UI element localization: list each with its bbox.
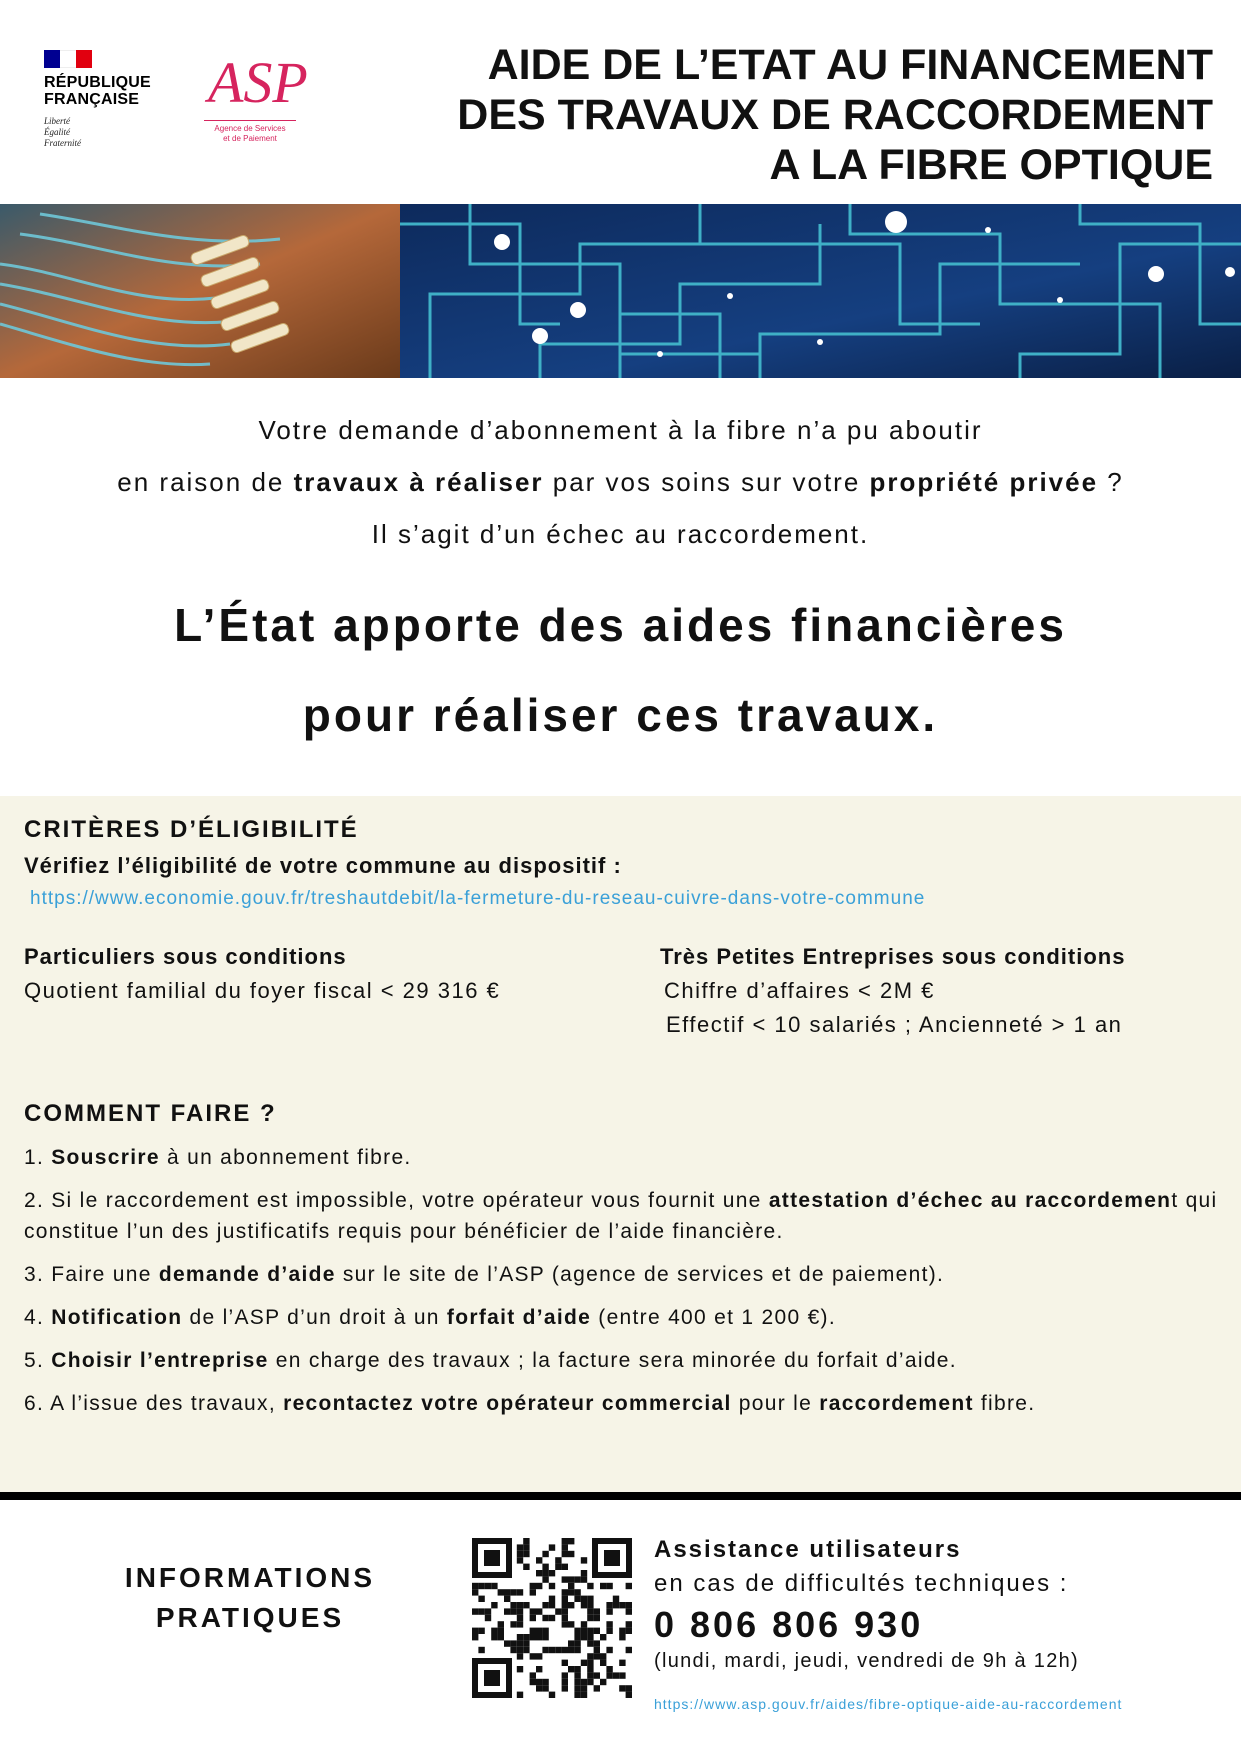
step-text: à un abonnement fibre. (159, 1146, 412, 1169)
step-text: sur le site de l’ASP (agence de services et de paiement). (335, 1263, 945, 1286)
qr-module (568, 1589, 574, 1595)
step-item (24, 1345, 1219, 1376)
intro-text-part: ? (1098, 467, 1124, 497)
qr-module (626, 1608, 632, 1614)
qr-module (517, 1608, 523, 1614)
qr-module (562, 1660, 568, 1666)
qr-module (594, 1653, 600, 1659)
rf-motto-line: Égalité (44, 127, 70, 137)
qr-module (549, 1615, 555, 1621)
tpe-condition: Chiffre d’affaires < 2M € (664, 978, 935, 1003)
rf-motto (44, 116, 164, 149)
qr-module (581, 1570, 587, 1576)
qr-module (562, 1596, 568, 1602)
qr-module (562, 1621, 568, 1627)
qr-module (478, 1583, 484, 1589)
step-bold: Choisir l’entreprise (51, 1349, 269, 1372)
rf-motto-line: Liberté (44, 116, 70, 126)
step-text: Si le raccordement est impossible, votre opérateur vous fournit une (51, 1189, 769, 1212)
qr-module (523, 1640, 529, 1646)
qr-code-icon[interactable] (472, 1538, 632, 1698)
qr-module (542, 1615, 548, 1621)
qr-module (574, 1634, 580, 1640)
headline (0, 580, 1241, 760)
qr-module (517, 1589, 523, 1595)
assistance-hours: (lundi, mardi, jeudi, vendredi de 9h à 12h) (654, 1650, 1080, 1672)
qr-module (562, 1564, 568, 1570)
qr-module (542, 1551, 548, 1557)
qr-module (574, 1672, 580, 1678)
qr-module (523, 1544, 529, 1550)
tpe-condition: Effectif < 10 salariés ; Ancienneté > 1 an (666, 1012, 1123, 1037)
qr-module (536, 1583, 542, 1589)
qr-module (485, 1615, 491, 1621)
qr-module (523, 1551, 529, 1557)
qr-module (587, 1583, 593, 1589)
footer-divider (0, 1492, 1241, 1500)
rf-name-line: FRANÇAISE (44, 91, 140, 108)
qr-module (581, 1685, 587, 1691)
asp-logo-mark (204, 46, 308, 118)
qr-module (491, 1634, 497, 1640)
step-text: t qui constitue l’un des justificatifs requis pour bénéficier de l’aide financière. (24, 1189, 1218, 1243)
asp-subtitle-line: Agence de Services (214, 124, 286, 133)
step-number: 3. (24, 1263, 52, 1286)
qr-module (568, 1576, 574, 1582)
intro-text (0, 404, 1241, 560)
step-bold: raccordement (819, 1392, 974, 1415)
qr-module (587, 1615, 593, 1621)
qr-module (517, 1551, 523, 1557)
step-bold: forfait d’aide (446, 1306, 592, 1329)
qr-module (562, 1679, 568, 1685)
qr-module (549, 1544, 555, 1550)
qr-module (510, 1647, 516, 1653)
qr-module (619, 1672, 625, 1678)
qr-module (536, 1628, 542, 1634)
qr-module (472, 1608, 478, 1614)
qr-module (555, 1608, 561, 1614)
qr-module (606, 1621, 612, 1627)
qr-module (613, 1672, 619, 1678)
qr-module (626, 1621, 632, 1627)
assistance-title: Assistance utilisateurs (654, 1536, 962, 1563)
qr-module (498, 1628, 504, 1634)
how-to-heading: COMMENT FAIRE ? (24, 1100, 277, 1127)
qr-module (574, 1692, 580, 1698)
step-number: 5. (24, 1349, 52, 1372)
qr-module (581, 1679, 587, 1685)
qr-module (606, 1602, 612, 1608)
qr-module (536, 1666, 542, 1672)
qr-module (574, 1640, 580, 1646)
qr-module (542, 1602, 548, 1608)
qr-module (600, 1634, 606, 1640)
qr-module (574, 1647, 580, 1653)
qr-module (587, 1666, 593, 1672)
qr-module (530, 1628, 536, 1634)
qr-module (562, 1672, 568, 1678)
qr-module (568, 1551, 574, 1557)
qr-module (613, 1596, 619, 1602)
qr-module (517, 1647, 523, 1653)
qr-module (517, 1640, 523, 1646)
qr-module (581, 1576, 587, 1582)
qr-module (472, 1628, 478, 1634)
qr-module (517, 1666, 523, 1672)
intro-text-part: par vos soins sur votre (543, 467, 870, 497)
page-title (413, 40, 1213, 190)
qr-module (600, 1583, 606, 1589)
qr-module (510, 1608, 516, 1614)
tpe-heading: Très Petites Entreprises sous conditions (660, 944, 1126, 969)
qr-module (562, 1602, 568, 1608)
how-to-steps (24, 1142, 1219, 1431)
qr-module (530, 1679, 536, 1685)
qr-module (542, 1576, 548, 1582)
intro-text-part: en raison de (117, 467, 294, 497)
qr-module (562, 1685, 568, 1691)
qr-module (606, 1647, 612, 1653)
qr-module (574, 1628, 580, 1634)
qr-module (491, 1602, 497, 1608)
qr-module (581, 1602, 587, 1608)
qr-module (530, 1583, 536, 1589)
eligibility-verify-text: Vérifiez l’éligibilité de votre commune au dispositif : (24, 853, 622, 878)
assistance-subtitle: en cas de difficultés techniques : (654, 1570, 1069, 1597)
qr-module (574, 1679, 580, 1685)
step-number: 4. (24, 1306, 52, 1329)
asp-mark-text: ASP (208, 50, 308, 115)
info-line: PRATIQUES (155, 1602, 345, 1633)
step-number: 6. (24, 1392, 51, 1415)
intro-line-3: Il s’agit d’un échec au raccordement. (371, 519, 870, 549)
qr-module (562, 1538, 568, 1544)
qr-module (568, 1647, 574, 1653)
rf-name-line: RÉPUBLIQUE (44, 74, 151, 91)
qr-module (574, 1685, 580, 1691)
fiber-circuit-illustration (0, 204, 1241, 378)
qr-module (568, 1602, 574, 1608)
eligibility-heading: CRITÈRES D’ÉLIGIBILITÉ (24, 816, 359, 843)
republique-francaise-logo (44, 50, 164, 149)
qr-module (530, 1653, 536, 1659)
qr-module (574, 1596, 580, 1602)
qr-module (594, 1685, 600, 1691)
qr-module (587, 1602, 593, 1608)
qr-module (542, 1570, 548, 1576)
qr-module (504, 1596, 510, 1602)
qr-module (555, 1564, 561, 1570)
qr-module (606, 1672, 612, 1678)
qr-module (542, 1679, 548, 1685)
title-line: AIDE DE L’ETAT AU FINANCEMENT (487, 41, 1213, 89)
qr-module (581, 1634, 587, 1640)
qr-module (472, 1583, 478, 1589)
qr-module (536, 1634, 542, 1640)
qr-module (581, 1628, 587, 1634)
step-text: en charge des travaux ; la facture sera minorée du forfait d’aide. (268, 1349, 957, 1372)
step-number: 2. (24, 1189, 52, 1212)
qr-module (517, 1602, 523, 1608)
qr-module (594, 1672, 600, 1678)
asp-logo (204, 46, 308, 156)
qr-module (581, 1692, 587, 1698)
qr-module (523, 1634, 529, 1640)
qr-module (562, 1576, 568, 1582)
step-number: 1. (24, 1146, 52, 1169)
qr-module (619, 1634, 625, 1640)
qr-module (606, 1628, 612, 1634)
qr-module (517, 1557, 523, 1563)
qr-module (510, 1589, 516, 1595)
step-bold: Souscrire (51, 1146, 160, 1169)
qr-module (606, 1608, 612, 1614)
qr-module (485, 1583, 491, 1589)
qr-module (613, 1602, 619, 1608)
qr-module (562, 1551, 568, 1557)
banner-image (0, 204, 1241, 378)
qr-module (555, 1647, 561, 1653)
qr-module (619, 1660, 625, 1666)
qr-module (517, 1615, 523, 1621)
qr-module (478, 1647, 484, 1653)
french-flag-icon (44, 50, 92, 68)
qr-module (549, 1602, 555, 1608)
qr-module (472, 1589, 478, 1595)
step-bold: Notification (51, 1306, 183, 1329)
qr-module (530, 1615, 536, 1621)
qr-module (510, 1621, 516, 1627)
qr-module (626, 1628, 632, 1634)
qr-module (568, 1666, 574, 1672)
qr-module (542, 1634, 548, 1640)
qr-module (587, 1608, 593, 1614)
qr-module (626, 1583, 632, 1589)
qr-module (549, 1596, 555, 1602)
step-bold: attestation d’échec au raccordemen (768, 1189, 1172, 1212)
qr-module (523, 1647, 529, 1653)
qr-module (491, 1628, 497, 1634)
qr-module (555, 1557, 561, 1563)
qr-module (626, 1647, 632, 1653)
qr-module (504, 1608, 510, 1614)
qr-module (581, 1621, 587, 1627)
qr-module (581, 1557, 587, 1563)
qr-module (587, 1640, 593, 1646)
intro-bold-part: travaux à réaliser (293, 467, 544, 497)
qr-module (530, 1608, 536, 1614)
qr-module (594, 1608, 600, 1614)
qr-module (562, 1608, 568, 1614)
qr-module (510, 1602, 516, 1608)
qr-module (600, 1660, 606, 1666)
qr-module (587, 1596, 593, 1602)
qr-module (536, 1679, 542, 1685)
step-item (24, 1302, 1219, 1333)
qr-module (536, 1570, 542, 1576)
qr-module (568, 1621, 574, 1627)
qr-module (498, 1621, 504, 1627)
qr-module (498, 1634, 504, 1640)
info-pratiques-heading (100, 1558, 400, 1638)
qr-module (626, 1602, 632, 1608)
qr-module (542, 1628, 548, 1634)
eligibility-link[interactable]: https://www.economie.gouv.fr/treshautdebit/la-fermeture-du-reseau-cuivre-dans-votre-commune (30, 888, 926, 909)
qr-module (478, 1628, 484, 1634)
title-line: A LA FIBRE OPTIQUE (769, 141, 1213, 189)
intro-line-1: Votre demande d’abonnement à la fibre n’a pu aboutir (258, 415, 983, 445)
intro-line-2 (0, 456, 1241, 508)
qr-module (549, 1583, 555, 1589)
step-bold: recontactez votre opérateur commercial (283, 1392, 732, 1415)
step-text: (entre 400 et 1 200 €). (591, 1306, 836, 1329)
qr-module (562, 1647, 568, 1653)
qr-module (562, 1544, 568, 1550)
qr-module (619, 1628, 625, 1634)
qr-module (523, 1564, 529, 1570)
step-item (24, 1142, 1219, 1173)
qr-module (510, 1640, 516, 1646)
qr-module (574, 1576, 580, 1582)
qr-module (587, 1679, 593, 1685)
qr-module (523, 1602, 529, 1608)
qr-module (587, 1653, 593, 1659)
qr-module (536, 1653, 542, 1659)
qr-module (517, 1621, 523, 1627)
qr-module (594, 1640, 600, 1646)
qr-module (574, 1589, 580, 1595)
title-line: DES TRAVAUX DE RACCORDEMENT (457, 91, 1213, 139)
headline-line-1: L’État apporte des aides financières (174, 599, 1067, 651)
step-item (24, 1185, 1219, 1247)
qr-module (549, 1570, 555, 1576)
qr-module (594, 1647, 600, 1653)
qr-module (549, 1692, 555, 1698)
qr-module (626, 1692, 632, 1698)
qr-module (568, 1538, 574, 1544)
qr-module (472, 1634, 478, 1640)
step-item (24, 1388, 1219, 1419)
qr-module (600, 1679, 606, 1685)
qr-module (517, 1653, 523, 1659)
qr-module (491, 1583, 497, 1589)
qr-module (594, 1628, 600, 1634)
qr-module (530, 1589, 536, 1595)
qr-module (587, 1634, 593, 1640)
qr-module (549, 1647, 555, 1653)
step-text: pour le (731, 1392, 820, 1415)
qr-module (568, 1640, 574, 1646)
intro-bold-part: propriété privée (869, 467, 1099, 497)
step-text: de l’ASP d’un droit à un (182, 1306, 447, 1329)
info-line: INFORMATIONS (124, 1562, 376, 1593)
qr-module (517, 1544, 523, 1550)
qr-module (606, 1583, 612, 1589)
step-item (24, 1259, 1219, 1290)
qr-module (530, 1672, 536, 1678)
qr-module (600, 1653, 606, 1659)
qr-module (594, 1615, 600, 1621)
qr-module (478, 1608, 484, 1614)
qr-module (606, 1666, 612, 1672)
assistance-phone[interactable]: 0 806 806 930 (654, 1604, 924, 1645)
qr-module (504, 1640, 510, 1646)
qr-module (542, 1647, 548, 1653)
qr-module (587, 1672, 593, 1678)
qr-module (574, 1666, 580, 1672)
qr-module (542, 1685, 548, 1691)
qr-module (485, 1608, 491, 1614)
qr-module (542, 1564, 548, 1570)
qr-module (478, 1596, 484, 1602)
qr-module (517, 1634, 523, 1640)
header (0, 0, 1241, 204)
step-bold: demande d’aide (158, 1263, 336, 1286)
qr-module (626, 1685, 632, 1691)
qr-module (581, 1596, 587, 1602)
asp-subtitle-line: et de Paiement (223, 134, 277, 143)
particuliers-heading: Particuliers sous conditions (24, 944, 347, 969)
headline-line-2: pour réaliser ces travaux. (302, 689, 939, 741)
qr-module (562, 1589, 568, 1595)
qr-module (523, 1538, 529, 1544)
qr-module (517, 1692, 523, 1698)
step-text: fibre. (973, 1392, 1036, 1415)
qr-module (536, 1557, 542, 1563)
qr-module (587, 1628, 593, 1634)
qr-module (530, 1634, 536, 1640)
qr-module (619, 1685, 625, 1691)
particuliers-condition: Quotient familial du foyer fiscal < 29 316 € (24, 978, 501, 1003)
qr-module (568, 1583, 574, 1589)
qr-module (581, 1660, 587, 1666)
qr-module (587, 1660, 593, 1666)
asp-subtitle (204, 120, 296, 144)
rf-motto-line: Fraternité (44, 138, 81, 148)
qr-code-graphic (472, 1538, 632, 1698)
qr-module (536, 1608, 542, 1614)
qr-module (562, 1615, 568, 1621)
qr-module (536, 1685, 542, 1691)
qr-module (504, 1589, 510, 1595)
step-text: A l’issue des travaux, (50, 1392, 284, 1415)
asp-aid-link[interactable]: https://www.asp.gouv.fr/aides/fibre-optique-aide-au-raccordement (654, 1696, 1123, 1712)
qr-module (619, 1602, 625, 1608)
qr-module (498, 1589, 504, 1595)
step-text: Faire une (51, 1263, 159, 1286)
